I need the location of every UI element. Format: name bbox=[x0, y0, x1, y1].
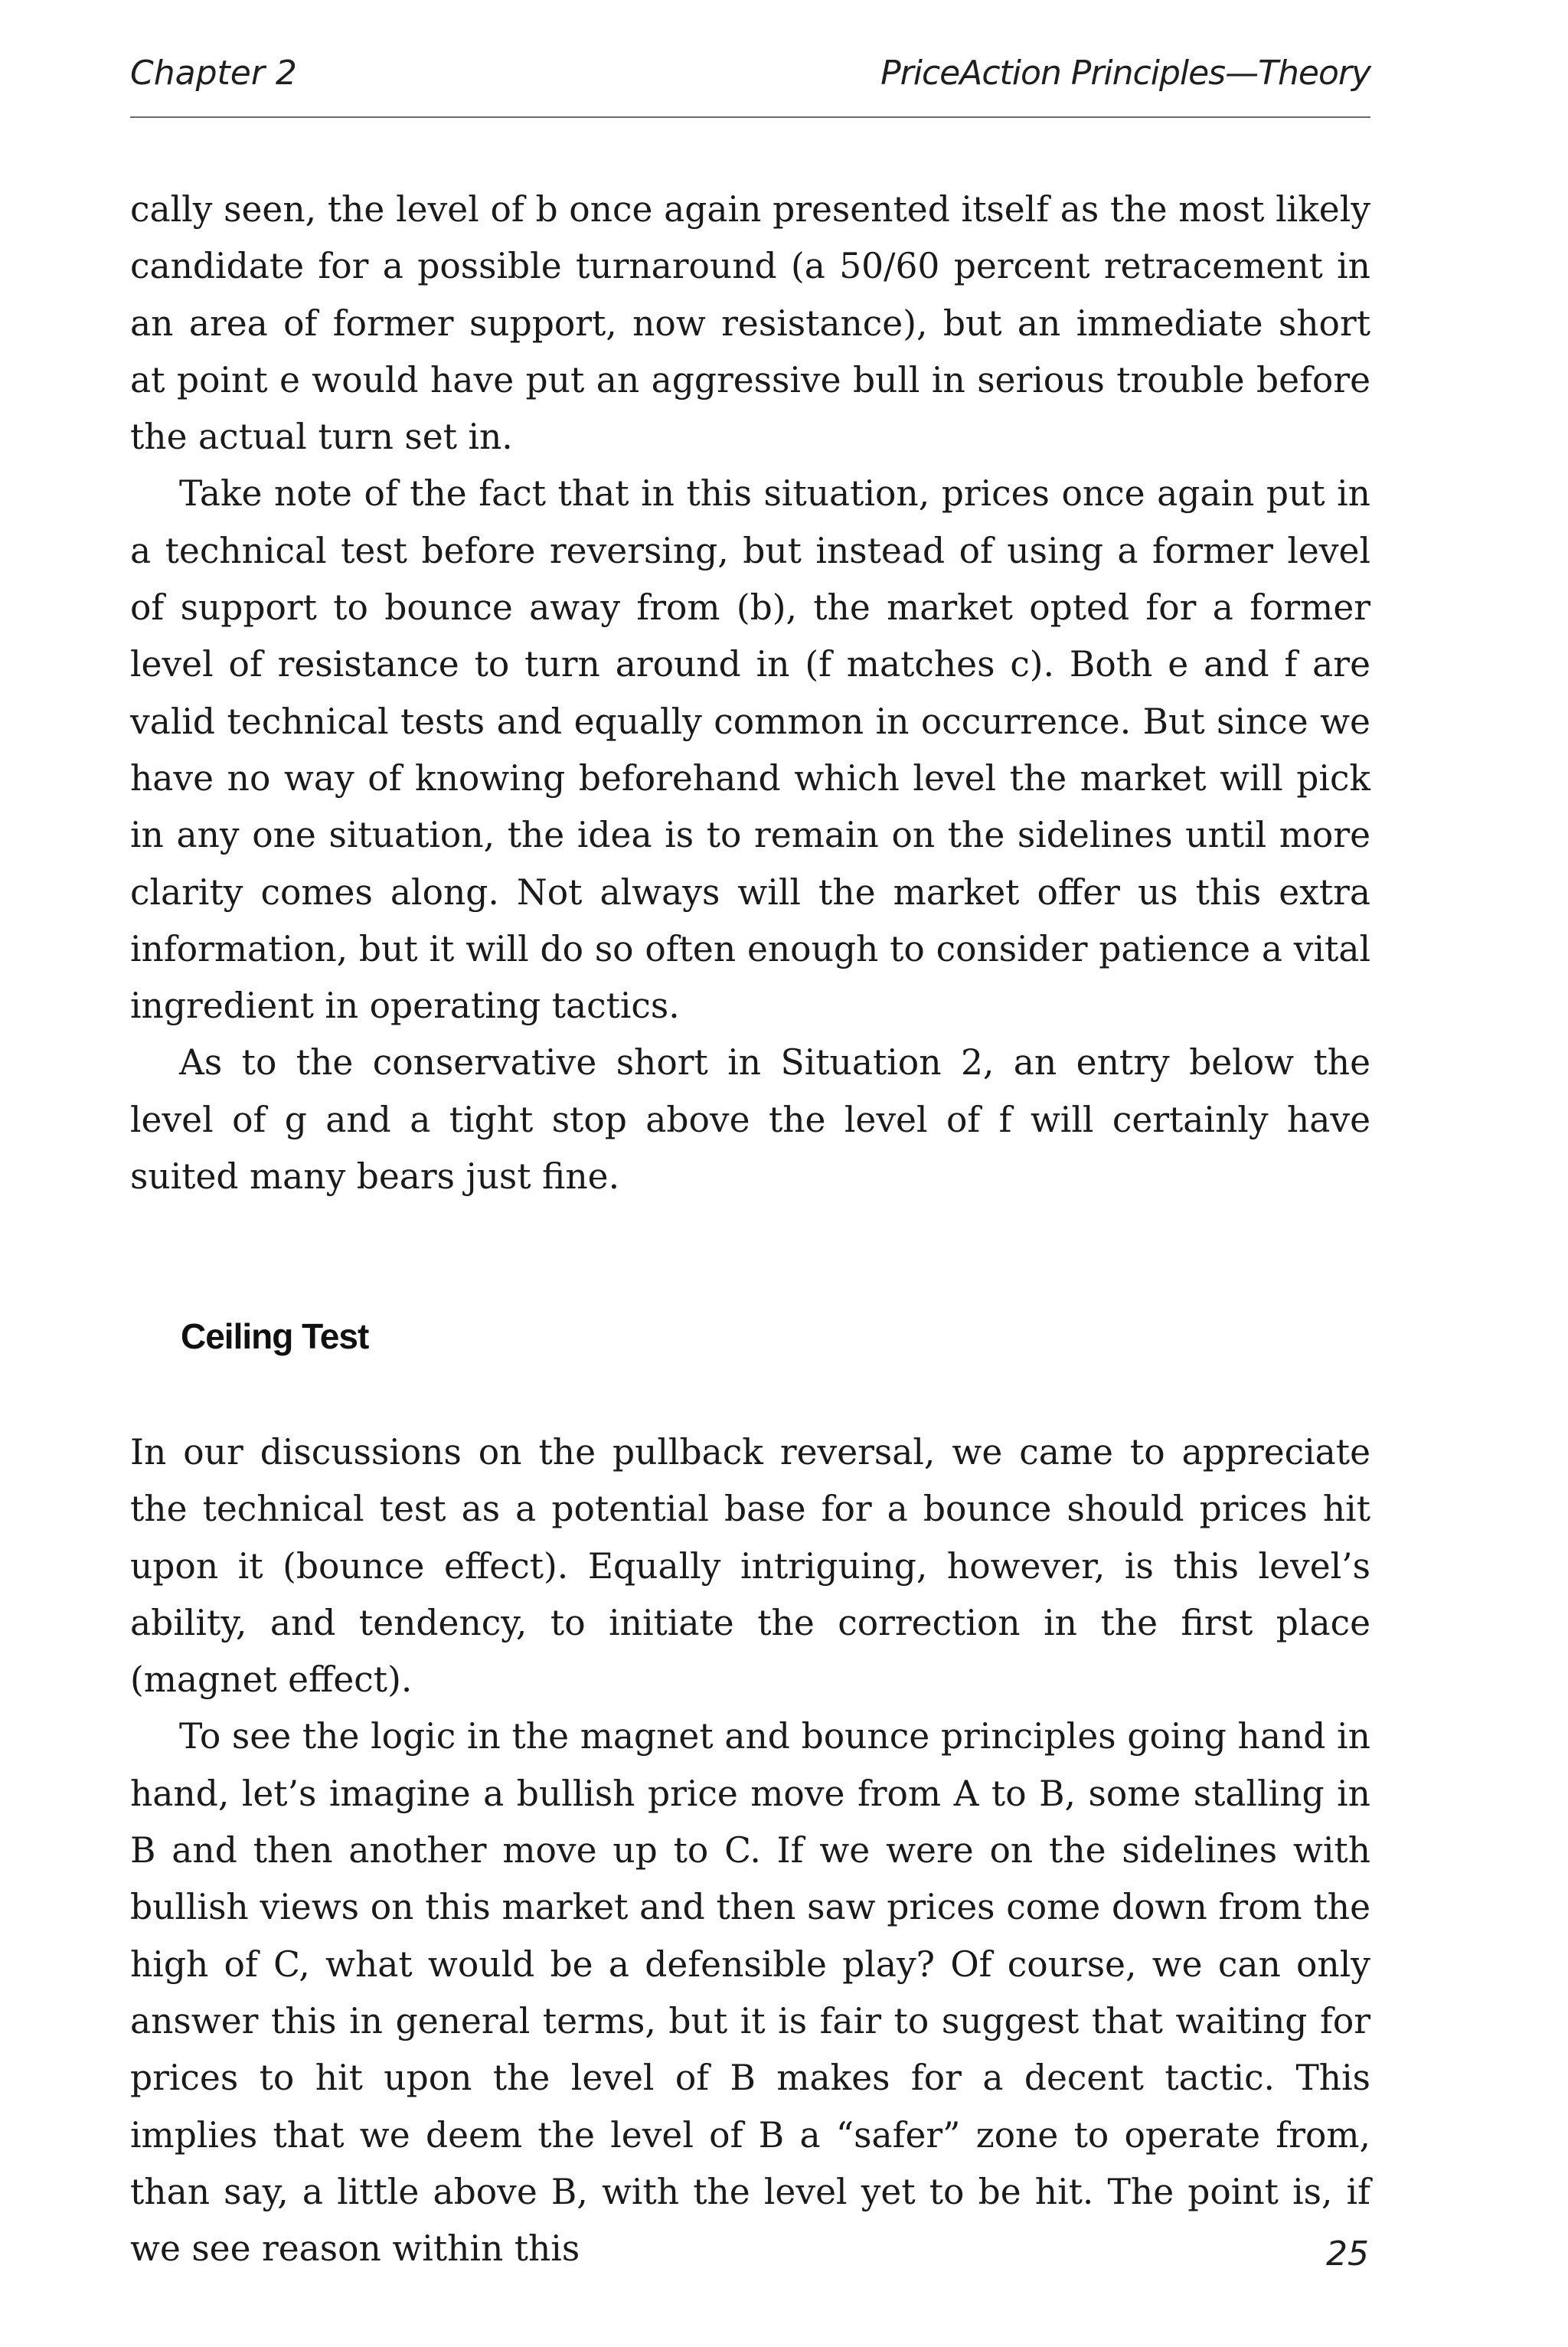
body-text-block bbox=[130, 1424, 1370, 2277]
paragraph: To see the logic in the magnet and bounce principles going hand in hand, let’s imagine a bullish price move from A to B, some stalling in B and then another move up to C. If we were on the sidelines with bullish views on this market and then saw prices come down from the high of C, what would be a defensible play? Of course, we can only answer this in general terms, but it is fair to suggest that waiting for prices to hit upon the level of B makes for a decent tactic. This implies that we deem the level of B a “safer” zone to operate from, than say, a little above B, with the level yet to be hit. The point is, if we see reason within this bbox=[130, 1716, 1370, 2270]
page-number: 25 bbox=[1326, 2234, 1369, 2273]
paragraph: As to the conservative short in Situation 2, an entry below the level of g and a tight stop above the level of f will certainly have suited many bears just fine. bbox=[130, 1042, 1370, 1198]
paragraph: Take note of the fact that in this situation, prices once again put in a technical test before reversing, but instead of using a former level of support to bounce away from (b), the market opted for a former level of resistance to turn around in (f matches c). Both e and f are valid technical tests and equally common in occurrence. But since we have no way of knowing beforehand which level the market will pick in any one situation, the idea is to remain on the sidelines until more clarity comes along. Not always will the market offer us this extra information, but it will do so often enough to consider patience a vital ingredient in operating tactics. bbox=[130, 473, 1370, 1027]
chapter-label: Chapter 2 bbox=[130, 54, 297, 93]
paragraph: In our discussions on the pullback reversal, we came to appreciate the technical test as a potential base for a bounce should prices hit upon it (bounce effect). Equally intriguing, however, is this level’s ability, and tendency, to initiate the correction in the first place (magnet effect). bbox=[130, 1432, 1370, 1701]
running-header bbox=[130, 47, 1370, 118]
body-text-block bbox=[130, 181, 1370, 1205]
section-heading: Ceiling Test bbox=[181, 1316, 369, 1356]
section-title: PriceAction Principles—Theory bbox=[880, 54, 1370, 93]
paragraph: cally seen, the level of b once again presented itself as the most likely candidate for a possible turnaround (a 50/60 percent retracement in an area of former support, now resistance), but an immediate short at point e would have put an aggressive bull in serious trouble before the actual turn set in. bbox=[130, 189, 1370, 458]
